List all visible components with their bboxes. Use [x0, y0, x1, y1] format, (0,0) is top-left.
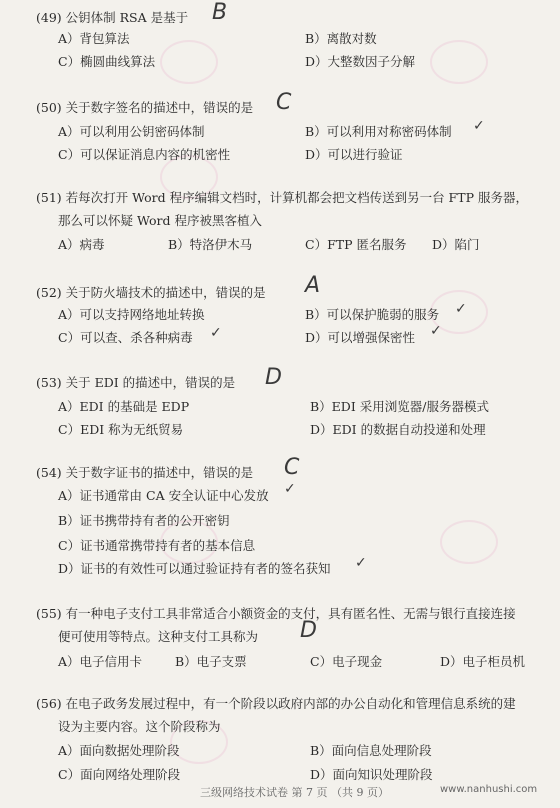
question-stem: (52) 关于防火墙技术的描述中，错误的是 [36, 285, 266, 300]
question-stem: (55) 有一种电子支付工具非常适合小额资金的支付，具有匿名性、无需与银行直接连接 [36, 606, 516, 621]
check-mark: ✓ [473, 118, 485, 134]
question-stem: (51) 若每次打开 Word 程序编辑文档时，计算机都会把文档传送到另一台 FTP 服务器， [36, 190, 528, 205]
footer-url: www.nanhushi.com [440, 784, 538, 795]
question-stem-continued: 设为主要内容。这个阶段称为 [58, 719, 221, 734]
watermark-ring [440, 520, 498, 564]
option-d: D）陷门 [432, 237, 480, 252]
option-a: A）电子信用卡 [58, 654, 143, 669]
question-stem-continued: 便可使用等特点。这种支付工具称为 [58, 629, 259, 644]
handwritten-answer: A [305, 273, 321, 298]
option-d: D）面向知识处理阶段 [310, 767, 433, 782]
check-mark: ✓ [455, 301, 467, 317]
option-d: D）可以增强保密性 [305, 330, 416, 345]
option-a: A）面向数据处理阶段 [58, 743, 180, 758]
watermark-ring [160, 40, 218, 84]
option-c: C）面向网络处理阶段 [58, 767, 181, 782]
option-b: B）离散对数 [305, 31, 377, 46]
option-c: C）证书通常携带持有者的基本信息 [58, 538, 256, 553]
check-mark: ✓ [284, 481, 296, 497]
option-b: B）面向信息处理阶段 [310, 743, 432, 758]
option-c: C）椭圆曲线算法 [58, 54, 156, 69]
option-d: D）大整数因子分解 [305, 54, 416, 69]
question-stem: (53) 关于 EDI 的描述中，错误的是 [36, 375, 236, 390]
check-mark: ✓ [430, 323, 442, 339]
option-b: B）可以保护脆弱的服务 [305, 307, 440, 322]
option-a: A）病毒 [58, 237, 105, 252]
question-stem: (50) 关于数字签名的描述中，错误的是 [36, 100, 254, 115]
option-b: B）特洛伊木马 [168, 237, 253, 252]
option-a: A）可以利用公钥密码体制 [58, 124, 205, 139]
option-b: B）电子支票 [175, 654, 247, 669]
question-stem: (54) 关于数字证书的描述中，错误的是 [36, 465, 254, 480]
option-c: C）可以查、杀各种病毒 [58, 330, 193, 345]
check-mark: ✓ [355, 555, 367, 571]
watermark-ring [430, 40, 488, 84]
question-stem: (56) 在电子政务发展过程中，有一个阶段以政府内部的办公自动化和管理信息系统的建 [36, 696, 516, 711]
option-a: A）背包算法 [58, 31, 130, 46]
footer-page-info: 三级网络技术试卷 第 7 页 （共 9 页） [200, 786, 389, 799]
option-b: B）可以利用对称密码体制 [305, 124, 452, 139]
check-mark: ✓ [210, 325, 222, 341]
handwritten-answer: C [276, 90, 292, 115]
question-stem-continued: 那么可以怀疑 Word 程序被黑客植入 [58, 213, 262, 228]
handwritten-answer: D [300, 618, 317, 643]
option-b: B）证书携带持有者的公开密钥 [58, 513, 230, 528]
option-c: C）可以保证消息内容的机密性 [58, 147, 231, 162]
option-c: C）电子现金 [310, 654, 383, 669]
option-b: B）EDI 采用浏览器/服务器模式 [310, 399, 489, 414]
option-c: C）FTP 匿名服务 [305, 237, 407, 252]
option-d: D）可以进行验证 [305, 147, 403, 162]
option-a: A）EDI 的基础是 EDP [58, 399, 190, 414]
handwritten-answer: B [212, 0, 228, 25]
option-a: A）可以支持网络地址转换 [58, 307, 205, 322]
option-c: C）EDI 称为无纸贸易 [58, 422, 184, 437]
handwritten-answer: C [284, 455, 300, 480]
question-stem: (49) 公钥体制 RSA 是基于 [36, 10, 189, 25]
option-a: A）证书通常由 CA 安全认证中心发放 [58, 488, 269, 503]
option-d: D）证书的有效性可以通过验证持有者的签名获知 [58, 561, 331, 576]
handwritten-answer: D [265, 365, 282, 390]
option-d: D）电子柜员机 [440, 654, 526, 669]
option-d: D）EDI 的数据自动投递和处理 [310, 422, 486, 437]
